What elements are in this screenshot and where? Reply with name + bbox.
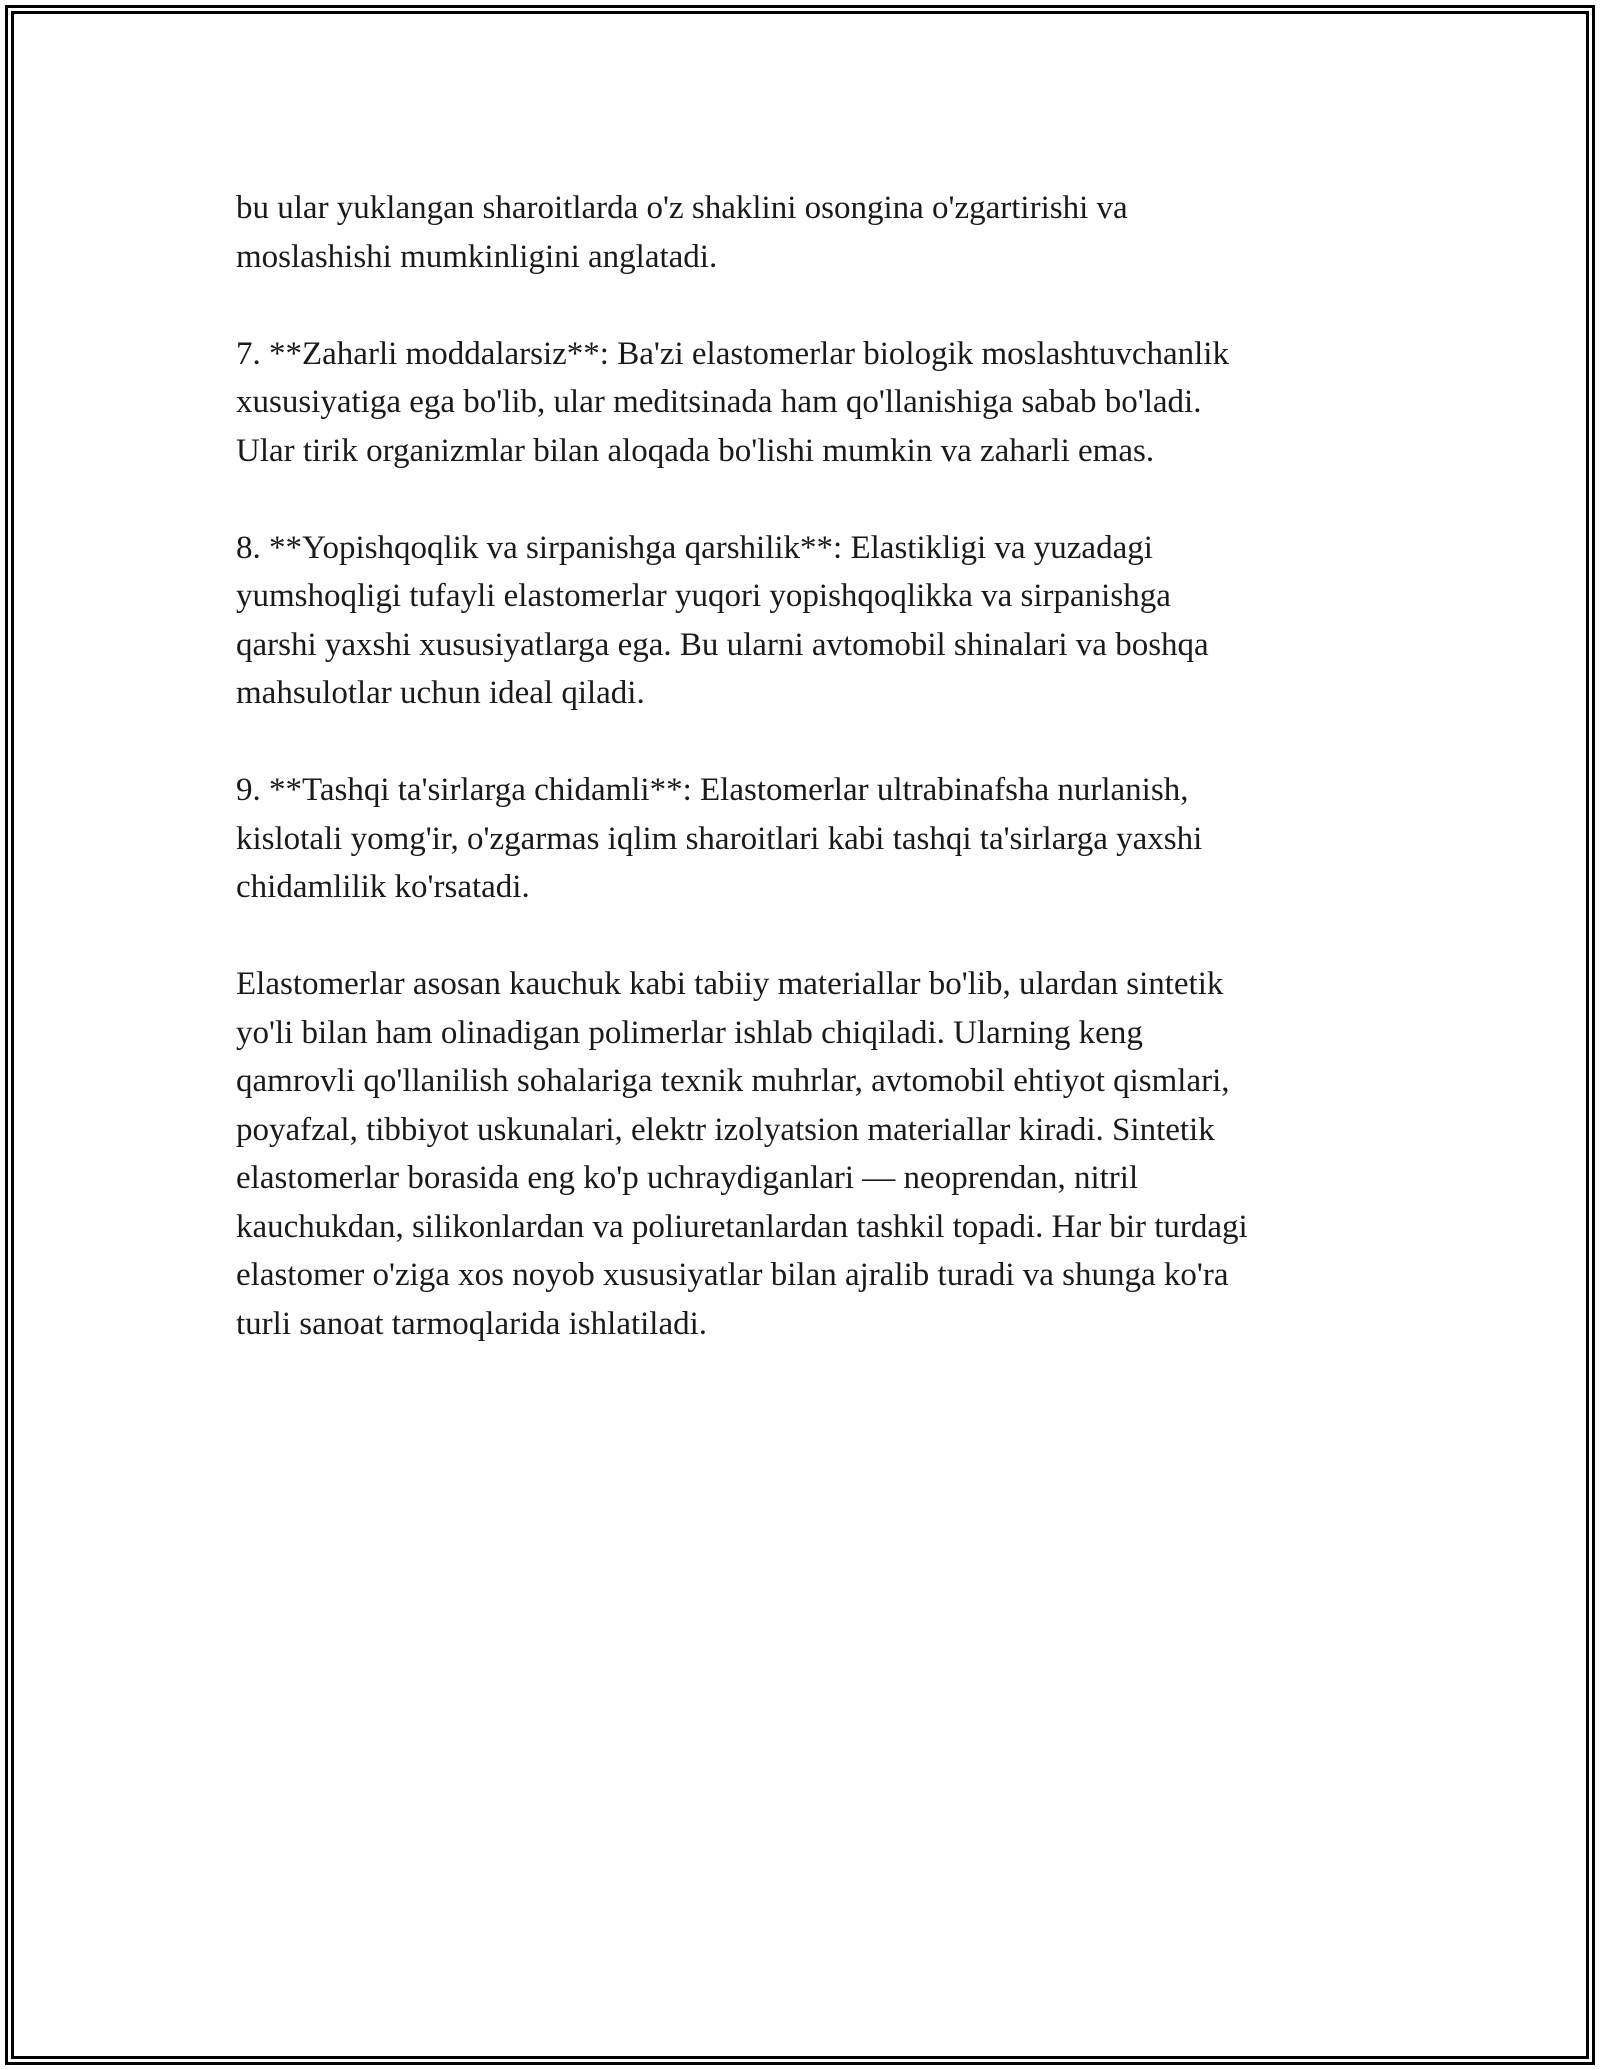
text-line: Ular tirik organizmlar bilan aloqada bo'lishi mumkin va zaharli emas. xyxy=(236,432,1155,469)
text-line: qamrovli qo'llanilish sohalariga texnik muhrlar, avtomobil ehtiyot qismlari, xyxy=(236,1063,1230,1099)
text-line: moslashishi mumkinligini anglatadi. xyxy=(236,238,718,275)
text-line: poyafzal, tibbiyot uskunalari, elektr izolyatsion materiallar kiradi. Sintetik xyxy=(236,1111,1215,1148)
list-item-8 xyxy=(236,524,1366,718)
text-line: 7. **Zaharli moddalarsiz**: Ba'zi elastomerlar biologik moslashtuvchanlik xyxy=(236,335,1229,372)
text-line: chidamlilik ko'rsatadi. xyxy=(236,869,530,905)
document-body xyxy=(236,184,1366,1397)
text-line: 9. **Tashqi ta'sirlarga chidamli**: Elastomerlar ultrabinafsha nurlanish, xyxy=(236,772,1189,808)
text-line: yo'li bilan ham olinadigan polimerlar ishlab chiqiladi. Ularning keng xyxy=(236,1014,1143,1051)
text-line: elastomerlar borasida eng ko'p uchraydiganlari — neoprendan, nitril xyxy=(236,1160,1139,1196)
text-line: kauchukdan, silikonlardan va poliuretanlardan tashkil topadi. Har bir turdagi xyxy=(236,1208,1248,1245)
text-line: qarshi yaxshi xususiyatlarga ega. Bu ularni avtomobil shinalari va boshqa xyxy=(236,626,1209,663)
text-line: xususiyatiga ega bo'lib, ular meditsinada ham qo'llanishiga sabab bo'ladi. xyxy=(236,384,1202,420)
text-line: 8. **Yopishqoqlik va sirpanishga qarshilik**: Elastikligi va yuzadagi xyxy=(236,529,1153,566)
text-line: turli sanoat tarmoqlarida ishlatiladi. xyxy=(236,1305,708,1342)
list-item-7 xyxy=(236,330,1366,476)
text-line: mahsulotlar uchun ideal qiladi. xyxy=(236,675,645,711)
text-line: yumshoqligi tufayli elastomerlar yuqori yopishqoqlikka va sirpanishga xyxy=(236,578,1171,614)
text-line: Elastomerlar asosan kauchuk kabi tabiiy materiallar bo'lib, ulardan sintetik xyxy=(236,966,1224,1002)
text-line: bu ular yuklangan sharoitlarda o'z shaklini osongina o'zgartirishi va xyxy=(236,190,1128,226)
text-line: elastomer o'ziga xos noyob xususiyatlar bilan ajralib turadi va shunga ko'ra xyxy=(236,1257,1229,1293)
list-item-9 xyxy=(236,766,1366,912)
text-line: kislotali yomg'ir, o'zgarmas iqlim sharoitlari kabi tashqi ta'sirlarga yaxshi xyxy=(236,820,1203,857)
summary-paragraph xyxy=(236,960,1366,1348)
paragraph-continuation xyxy=(236,184,1366,281)
